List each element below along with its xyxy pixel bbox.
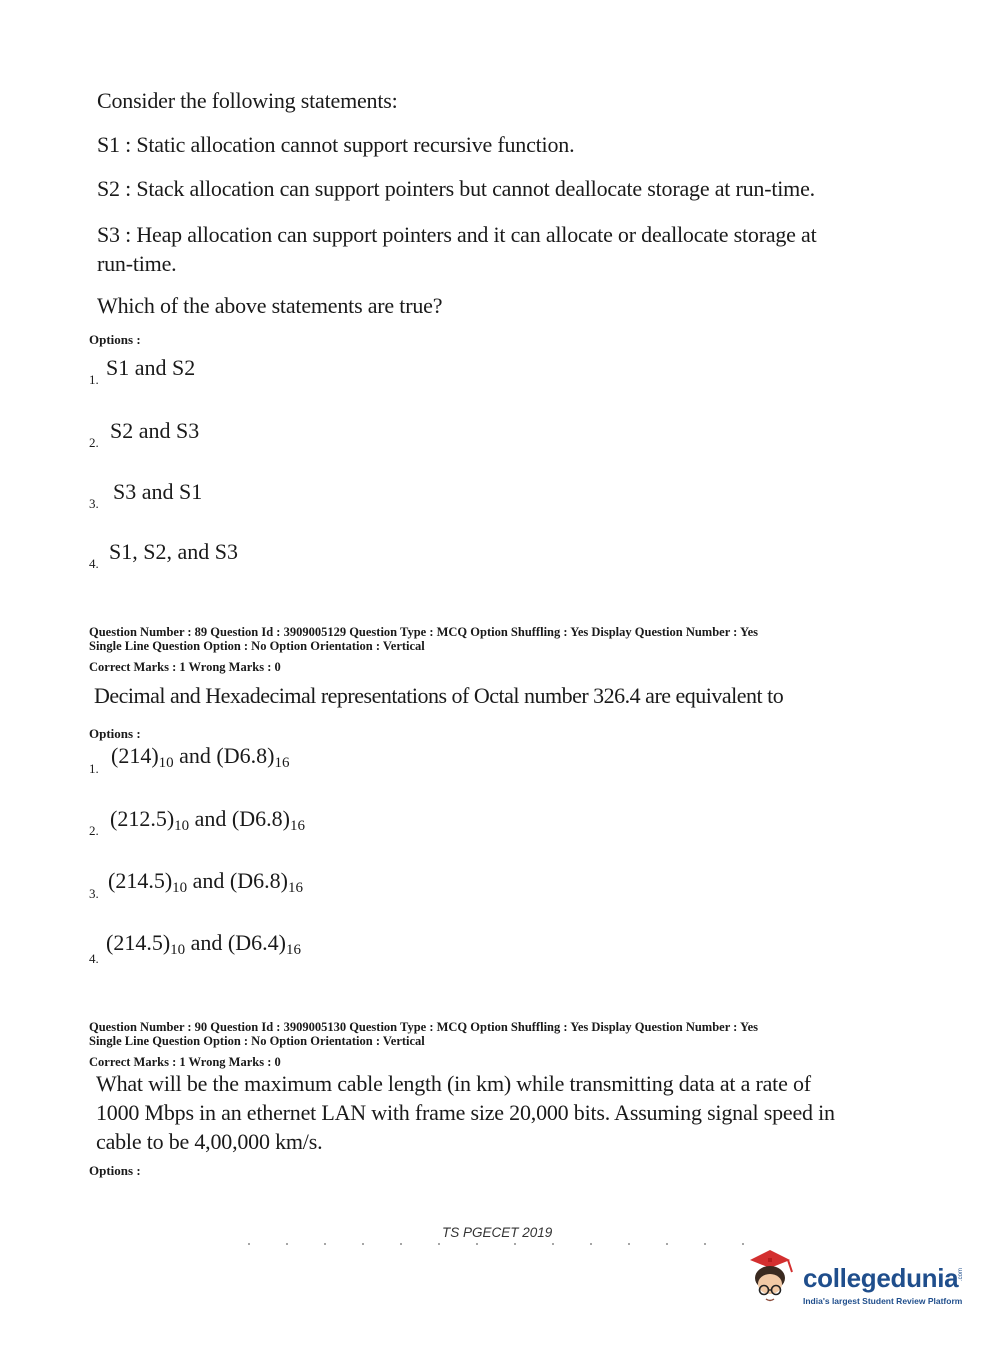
q90-marks: Correct Marks : 1 Wrong Marks : 0 — [89, 1055, 281, 1069]
q88-option-1-number: 1. — [89, 372, 99, 387]
collegedunia-mascot-icon — [740, 1246, 800, 1308]
q88-statement-s3-line1: S3 : Heap allocation can support pointers and it can allocate or deallocate storage at — [97, 222, 817, 247]
q89-option-2-text[interactable] — [110, 806, 305, 832]
q89-option-3-text[interactable] — [108, 868, 303, 894]
q90-meta-line1: Question Number : 90 Question Id : 3909005130 Question Type : MCQ Option Shuffling : Yes Display Question Number : Yes — [89, 1020, 759, 1034]
q89-option-4-and: and — [185, 930, 228, 955]
q89-option-4-number: 4. — [89, 951, 99, 966]
q89-option-1-decimal-base: 10 — [158, 755, 174, 771]
q90-question-line1: What will be the maximum cable length (in km) while transmitting data at a rate of — [96, 1071, 811, 1096]
q88-option-2-number: 2. — [89, 435, 99, 450]
collegedunia-tagline: India's largest Student Review Platform — [803, 1296, 963, 1306]
q88-option-2-text[interactable]: S2 and S3 — [110, 418, 200, 443]
q89-meta-line2: Single Line Question Option : No Option Orientation : Vertical — [89, 639, 425, 653]
footer-dotted-line — [230, 1243, 750, 1245]
q89-options-label: Options : — [89, 726, 141, 741]
q89-option-2-and: and — [189, 806, 232, 831]
q88-option-4-text[interactable]: S1, S2, and S3 — [109, 539, 238, 564]
q88-option-4-number: 4. — [89, 556, 99, 571]
footer-exam-name: TS PGECET 2019 — [442, 1225, 553, 1240]
q89-option-1-hex-base: 16 — [274, 755, 290, 771]
q89-option-3-and: and — [187, 868, 230, 893]
q88-option-3-number: 3. — [89, 496, 99, 511]
q88-statement-s2: S2 : Stack allocation can support pointers but cannot deallocate storage at run-time. — [97, 176, 815, 201]
q88-option-1-text[interactable]: S1 and S2 — [106, 355, 196, 380]
q88-options-label: Options : — [89, 332, 141, 347]
q89-option-3-hex: (D6.8) — [229, 868, 288, 893]
q89-option-4-text[interactable] — [106, 930, 301, 956]
q89-option-2-decimal-base: 10 — [174, 818, 190, 834]
q88-statement-s3-line2: run-time. — [97, 251, 177, 276]
collegedunia-logo-domain: .com — [958, 1268, 964, 1282]
q89-option-4-hex: (D6.4) — [227, 930, 286, 955]
q89-option-3-decimal-base: 10 — [172, 880, 188, 896]
q90-question-line3: cable to be 4,00,000 km/s. — [96, 1129, 323, 1154]
q89-option-3-decimal: (214.5) — [108, 868, 173, 893]
q88-option-3-text[interactable]: S3 and S1 — [113, 479, 203, 504]
q89-option-3-hex-base: 16 — [287, 880, 303, 896]
q89-option-1-hex: (D6.8) — [216, 743, 275, 768]
q89-option-2-hex: (D6.8) — [231, 806, 290, 831]
collegedunia-logo-text: collegedunia — [803, 1263, 959, 1293]
q89-meta-line1: Question Number : 89 Question Id : 3909005129 Question Type : MCQ Option Shuffling : Yes Display Question Number : Yes — [89, 625, 759, 639]
q89-option-1-text[interactable] — [111, 743, 289, 769]
q89-option-4-decimal-base: 10 — [170, 942, 186, 958]
q89-option-1-number: 1. — [89, 761, 99, 776]
q88-question: Which of the above statements are true? — [97, 293, 443, 318]
q88-statement-s1: S1 : Static allocation cannot support recursive function. — [97, 132, 575, 157]
q89-option-1-decimal: (214) — [111, 743, 159, 768]
q89-option-2-number: 2. — [89, 823, 99, 838]
q89-option-4-hex-base: 16 — [285, 942, 301, 958]
q90-options-label: Options : — [89, 1163, 141, 1178]
q89-option-2-decimal: (212.5) — [110, 806, 175, 831]
q90-question-line2: 1000 Mbps in an ethernet LAN with frame size 20,000 bits. Assuming signal speed in — [96, 1100, 835, 1125]
q89-marks: Correct Marks : 1 Wrong Marks : 0 — [89, 660, 281, 674]
q89-option-4-decimal: (214.5) — [106, 930, 171, 955]
q89-option-2-hex-base: 16 — [289, 818, 305, 834]
q88-intro: Consider the following statements: — [97, 88, 398, 113]
q89-option-1-and: and — [173, 743, 217, 768]
q90-meta-line2: Single Line Question Option : No Option Orientation : Vertical — [89, 1034, 425, 1048]
q89-question: Decimal and Hexadecimal representations of Octal number 326.4 are equivalent to — [94, 683, 784, 708]
q89-option-3-number: 3. — [89, 886, 99, 901]
